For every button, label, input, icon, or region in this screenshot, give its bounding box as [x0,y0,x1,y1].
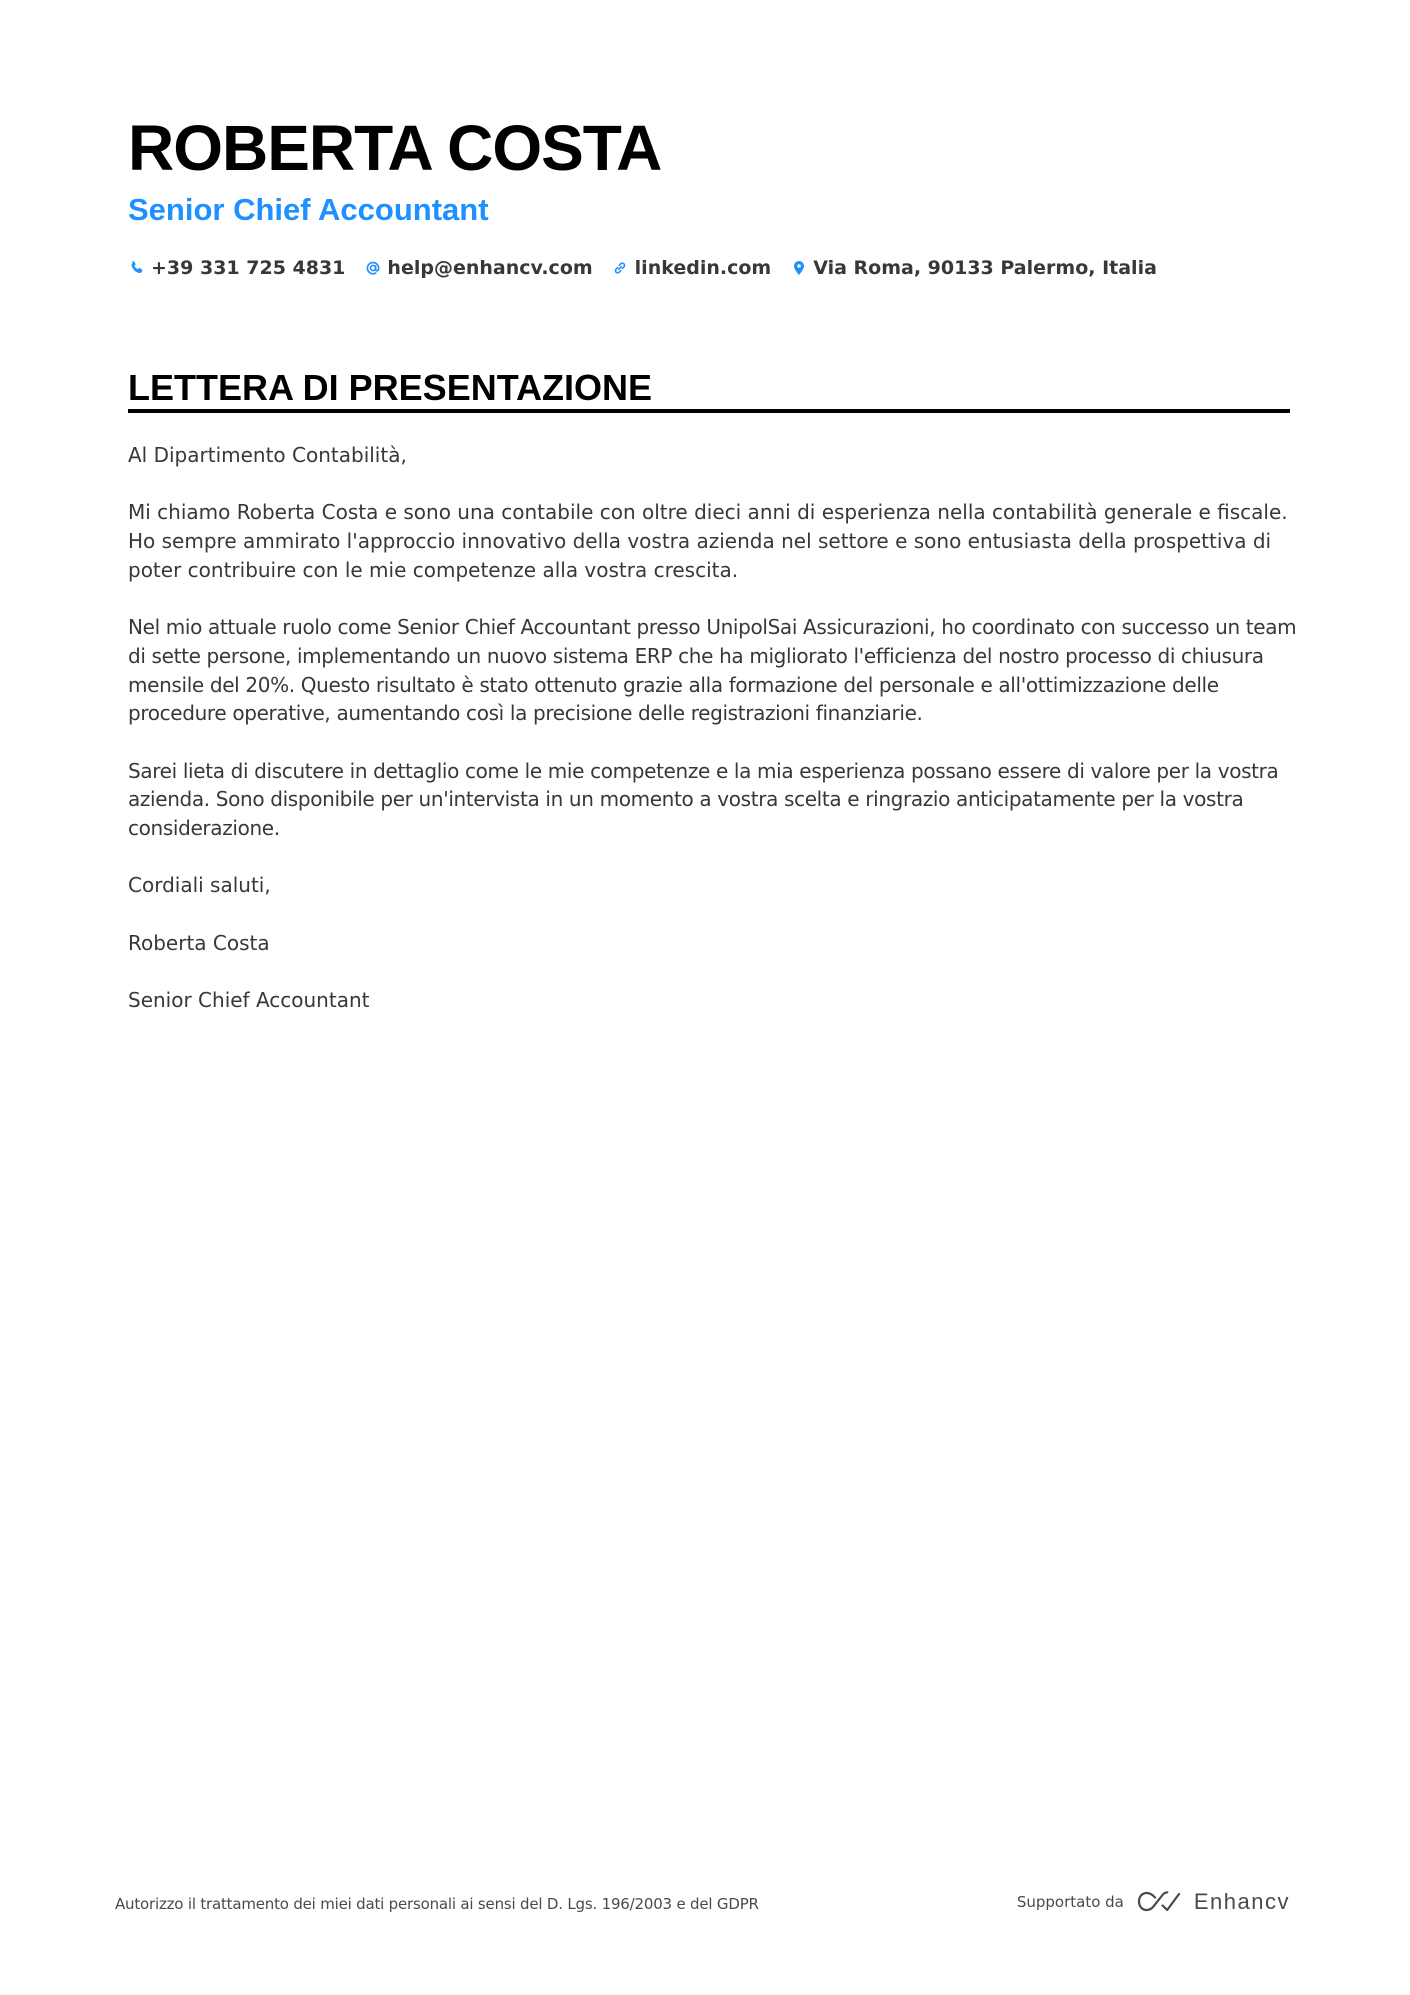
location-pin-icon [790,260,807,277]
contact-bar [128,254,1176,282]
at-icon [364,260,381,277]
enhancv-brand-name: Enhancv [1193,1889,1290,1914]
link-icon [612,260,629,277]
letter-closing: Cordiali saluti, [128,873,271,898]
contact-phone-text[interactable]: +39 331 725 4831 [151,257,346,279]
section-title: LETTERA DI PRESENTAZIONE [128,367,653,408]
candidate-headline: Senior Chief Accountant [128,192,489,227]
powered-by-label: Supportato da [1016,1893,1124,1911]
enhancv-logo-icon [1136,1889,1182,1915]
contact-address-text: Via Roma, 90133 Palermo, Italia [813,257,1157,279]
letter-paragraph: Mi chiamo Roberta Costa e sono una contabile con oltre dieci anni di esperienza nella contabilità generale e fiscale. Ho sempre ammirato l'approccio innovativo della vostra azienda nel settore e sono entusiasta della prospettiva di poter contribuire con le mie competenze alla vostra crescita. [128,500,1288,582]
phone-icon [128,260,145,277]
letter-paragraph: Nel mio attuale ruolo come Senior Chief Accountant presso UnipolSai Assicurazioni, ho coordinato con successo un team di sette persone, implementando un nuovo sistema ERP che ha migliorato l'efficienza del nostro processo di chiusura mensile del 20%. Questo risultato è stato ottenuto grazie alla formazione del personale e all'ottimizzazione delle procedure operative, aumentando così la precisione delle registrazioni finanziarie. [128,615,1297,726]
contact-email [364,256,592,280]
contact-email-text[interactable]: help@enhancv.com [387,257,593,279]
letter-greeting: Al Dipartimento Contabilità, [128,443,407,467]
contact-linkedin-text[interactable]: linkedin.com [634,257,772,279]
letter-paragraph: Sarei lieta di discutere in dettaglio come le mie competenze e la mia esperienza possano essere di valore per la vostra azienda. Sono disponibile per un'intervista in un momento a vostra scelta e ringrazio anticipatamente per la vostra considerazione. [128,758,1279,841]
section-divider [128,409,1290,413]
contact-phone [128,256,345,280]
contact-linkedin [612,256,772,280]
signature-name: Roberta Costa [128,930,270,955]
letter-body [128,441,1298,1015]
privacy-consent-note: Autorizzo il trattamento dei miei dati personali ai sensi del D. Lgs. 196/2003 e del GDPR [115,1895,759,1913]
contact-address [790,256,1157,280]
powered-by[interactable] [1017,1882,1290,1922]
candidate-name: ROBERTA COSTA [128,112,662,184]
signature-title: Senior Chief Accountant [128,988,370,1013]
